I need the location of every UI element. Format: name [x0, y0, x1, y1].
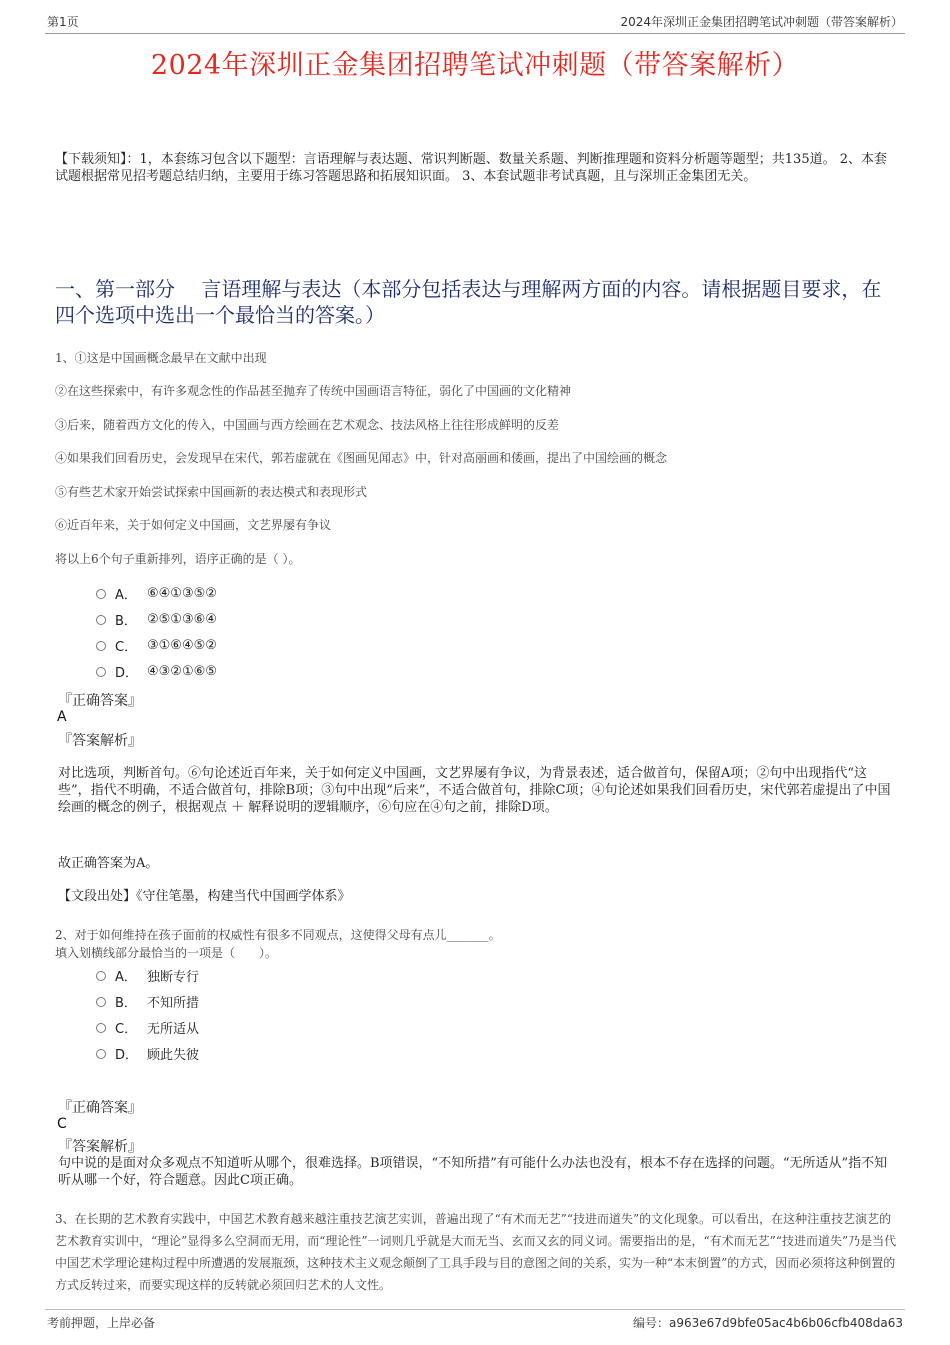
radio-button[interactable]	[96, 971, 106, 981]
q2-option-b[interactable]	[96, 992, 199, 1011]
q3-text: 3、在长期的艺术教育实践中，中国艺术教育越来越注重技艺演艺实训，普遍出现了“有术而无艺”“技进而道失”的文化现象。可以看出，在这种注重技艺演艺的艺术教育实训中，“理论”显得多么空洞而无用，而“理论性”一词则几乎就是大而无当、玄而又玄的同义词。需要指出的是，“有术而无艺”“技进而道失”乃是当代中国艺术学理论建构过程中所遭遇的发展瓶颈，这种技术主义观念颠倒了工具手段与目的意图之间的关系，实为一种“本末倒置”的方式，因而必须将这种倒置的方式反转过来，而要实现这样的反转就必须回归艺术的人文性。	[55, 1212, 897, 1292]
radio-button[interactable]	[96, 1049, 106, 1059]
q1-option-a[interactable]	[96, 584, 217, 603]
q2-analysis-label: 『答案解析』	[58, 1139, 142, 1155]
footer-slogan: 考前押题，上岸必备	[47, 1316, 156, 1330]
radio-button[interactable]	[96, 997, 106, 1007]
option-letter: D．	[115, 1048, 139, 1063]
option-letter: C．	[115, 1022, 138, 1037]
q1-line-1: 1、①这是中国画概念最早在文献中出现	[55, 351, 267, 365]
q1-line-6: ⑥近百年来，关于如何定义中国画，文艺界屡有争议	[55, 518, 332, 532]
document-title: 2024年深圳正金集团招聘笔试冲刺题（带答案解析）	[150, 50, 800, 81]
option-text: 不知所措	[147, 996, 200, 1011]
option-text: ④③②①⑥⑤	[147, 664, 217, 679]
option-letter: B．	[115, 996, 137, 1011]
q1-option-d[interactable]	[96, 662, 217, 681]
radio-button[interactable]	[96, 615, 106, 625]
section-heading: 一、第一部分 言语理解与表达（本部分包括表达与理解两方面的内容。请根据题目要求，在四个选项中选出一个最恰当的答案。）	[55, 277, 882, 327]
option-text: ③①⑥④⑤②	[147, 638, 217, 653]
q2-answer: C	[57, 1116, 67, 1132]
radio-button[interactable]	[96, 1023, 106, 1033]
option-letter: A．	[115, 588, 137, 603]
page-number: 第1页	[47, 15, 79, 29]
option-letter: D．	[115, 666, 139, 681]
q1-source: 【文段出处】《守住笔墨，构建当代中国画学体系》	[58, 889, 351, 904]
q1-option-c[interactable]	[96, 636, 217, 655]
footer-serial: 编号：a963e67d9bfe05ac4b6b06cfb408da63	[633, 1316, 903, 1330]
q1-line-2: ②在这些探索中，有许多观念性的作品甚至抛弃了传统中国画语言特征，弱化了中国画的文化精神	[55, 384, 572, 398]
q2-stem: 2、对于如何维持在孩子面前的权威性有很多不同观点，这使得父母有点儿_______。	[55, 928, 501, 942]
option-letter: B．	[115, 614, 137, 629]
footer-divider	[45, 1309, 905, 1310]
q1-line-4: ④如果我们回看历史，会发现早在宋代，郭若虚就在《图画见闻志》中，针对高丽画和倭画，提出了中国绘画的概念	[55, 451, 668, 465]
q2-instruction: 填入划横线部分最恰当的一项是（ ）。	[55, 946, 278, 960]
q1-instruction: 将以上6个句子重新排列，语序正确的是（ ）。	[55, 552, 301, 566]
radio-button[interactable]	[96, 667, 106, 677]
q1-answer: A	[57, 709, 67, 725]
download-notice: 【下载须知】：1，本套练习包含以下题型：言语理解与表达题、常识判断题、数量关系题、判断推理题和资料分析题等题型；共135道。 2、本套试题根据常见招考题总结归纳，主要用于练习答题思路和拓展知识面。 3、本套试题非考试真题，且与深圳正金集团无关。	[55, 152, 887, 184]
q1-analysis-label: 『答案解析』	[58, 733, 142, 749]
q2-option-a[interactable]	[96, 966, 199, 985]
option-letter: C．	[115, 640, 138, 655]
q1-line-3: ③后来，随着西方文化的传入，中国画与西方绘画在艺术观念、技法风格上往往形成鲜明的反差	[55, 418, 560, 432]
q2-answer-label: 『正确答案』	[58, 1100, 142, 1116]
option-text: ②⑤①③⑥④	[147, 612, 217, 627]
q2-option-d[interactable]	[96, 1044, 199, 1063]
radio-button[interactable]	[96, 641, 106, 651]
option-text: ⑥④①③⑤②	[147, 586, 217, 601]
q1-conclusion: 故正确答案为A。	[58, 856, 159, 871]
q1-analysis: 对比选项，判断首句。⑥句论述近百年来，关于如何定义中国画，文艺界屡有争议，为背景表述，适合做首句，保留A项；②句中出现指代“这些”，指代不明确，不适合做首句，排除B项；③句中出现“后来”，不适合做首句，排除C项；④句论述如果我们回看历史，宋代郭若虚提出了中国绘画的概念的例子，根据观点 ＋ 解释说明的逻辑顺序，⑥句应在④句之前，排除D项。	[58, 766, 891, 815]
option-text: 无所适从	[147, 1022, 200, 1037]
radio-button[interactable]	[96, 589, 106, 599]
header-divider	[45, 33, 905, 34]
header-doc-title: 2024年深圳正金集团招聘笔试冲刺题（带答案解析）	[620, 15, 903, 29]
option-text: 顾此失彼	[147, 1048, 200, 1063]
option-text: 独断专行	[147, 970, 200, 985]
q2-analysis: 句中说的是面对众多观点不知道听从哪个，很难选择。B项错误，“不知所措”有可能什么办法也没有，根本不存在选择的问题。“无所适从”指不知听从哪一个好，符合题意。因此C项正确。	[58, 1156, 888, 1188]
q2-option-c[interactable]	[96, 1018, 199, 1037]
q1-answer-label: 『正确答案』	[58, 693, 142, 709]
q1-option-b[interactable]	[96, 610, 217, 629]
q1-line-5: ⑤有些艺术家开始尝试探索中国画新的表达模式和表现形式	[55, 485, 368, 499]
option-letter: A．	[115, 970, 137, 985]
